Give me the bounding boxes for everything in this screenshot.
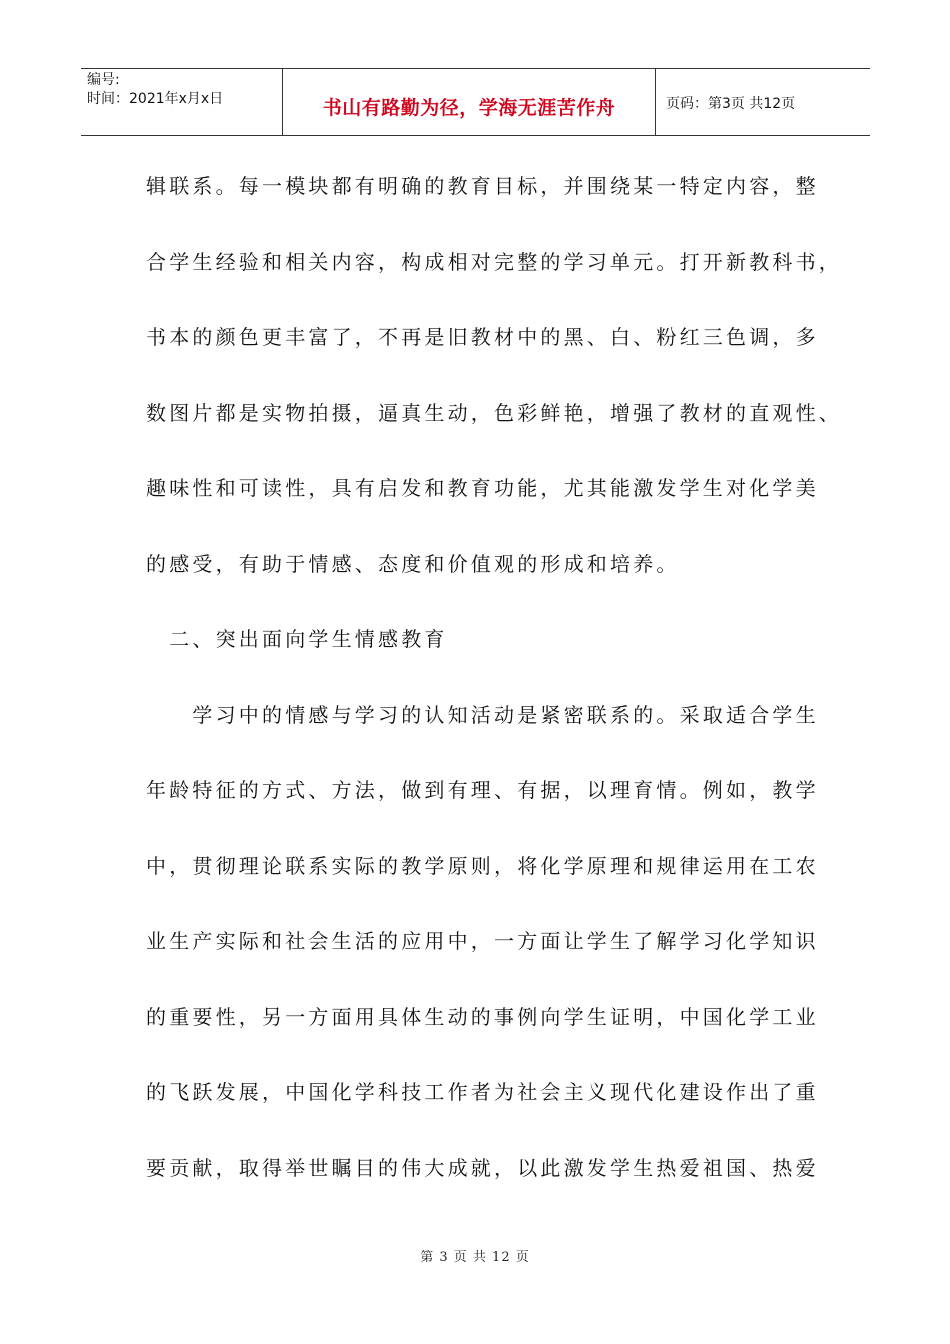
header-meta xyxy=(81,69,282,135)
body-line: 的飞跃发展，中国化学科技工作者为社会主义现代化建设作出了重 xyxy=(146,1080,819,1104)
body-line: 要贡献，取得举世瞩目的伟大成就，以此激发学生热爱祖国、热爱 xyxy=(146,1155,819,1180)
body-line: 书本的颜色更丰富了，不再是旧教材中的黑、白、粉红三色调，多 xyxy=(146,325,819,349)
header-number-label: 编号: xyxy=(87,72,120,88)
body-line: 合学生经验和相关内容，构成相对完整的学习单元。打开新教科书， xyxy=(146,249,842,274)
body-line: 辑联系。每一模块都有明确的教育目标，并围绕某一特定内容，整 xyxy=(146,174,819,198)
body-line: 数图片都是实物拍摄，逼真生动，色彩鲜艳，增强了教材的直观性、 xyxy=(146,400,842,425)
body-line: 学习中的情感与学习的认知活动是紧密联系的。采取适合学生 xyxy=(146,702,819,727)
body-line: 的感受，有助于情感、态度和价值观的形成和培养。 xyxy=(146,551,680,576)
header-motto: 书山有路勤为径，学海无涯苦作舟 xyxy=(282,69,656,135)
body-line: 年龄特征的方式、方法，做到有理、有据，以理育情。例如，教学 xyxy=(146,778,819,802)
body-line: 业生产实际和社会生活的应用中，一方面让学生了解学习化学知识 xyxy=(146,929,819,953)
page-footer: 第 3 页 共 12 页 xyxy=(420,1250,530,1265)
section-heading: 二、突出面向学生情感教育 xyxy=(146,627,448,651)
page-header xyxy=(81,68,870,136)
document-body xyxy=(146,168,842,1225)
body-line: 中，贯彻理论联系实际的教学原则，将化学原理和规律运用在工农 xyxy=(146,853,819,878)
body-line: 趣味性和可读性，具有启发和教育功能，尤其能激发学生对化学美 xyxy=(146,476,819,500)
header-page-info: 页码：第3页 共12页 xyxy=(666,96,796,112)
header-time-label: 时间：2021年x月x日 xyxy=(87,91,224,107)
body-line: 的重要性，另一方面用具体生动的事例向学生证明，中国化学工业 xyxy=(146,1004,819,1029)
